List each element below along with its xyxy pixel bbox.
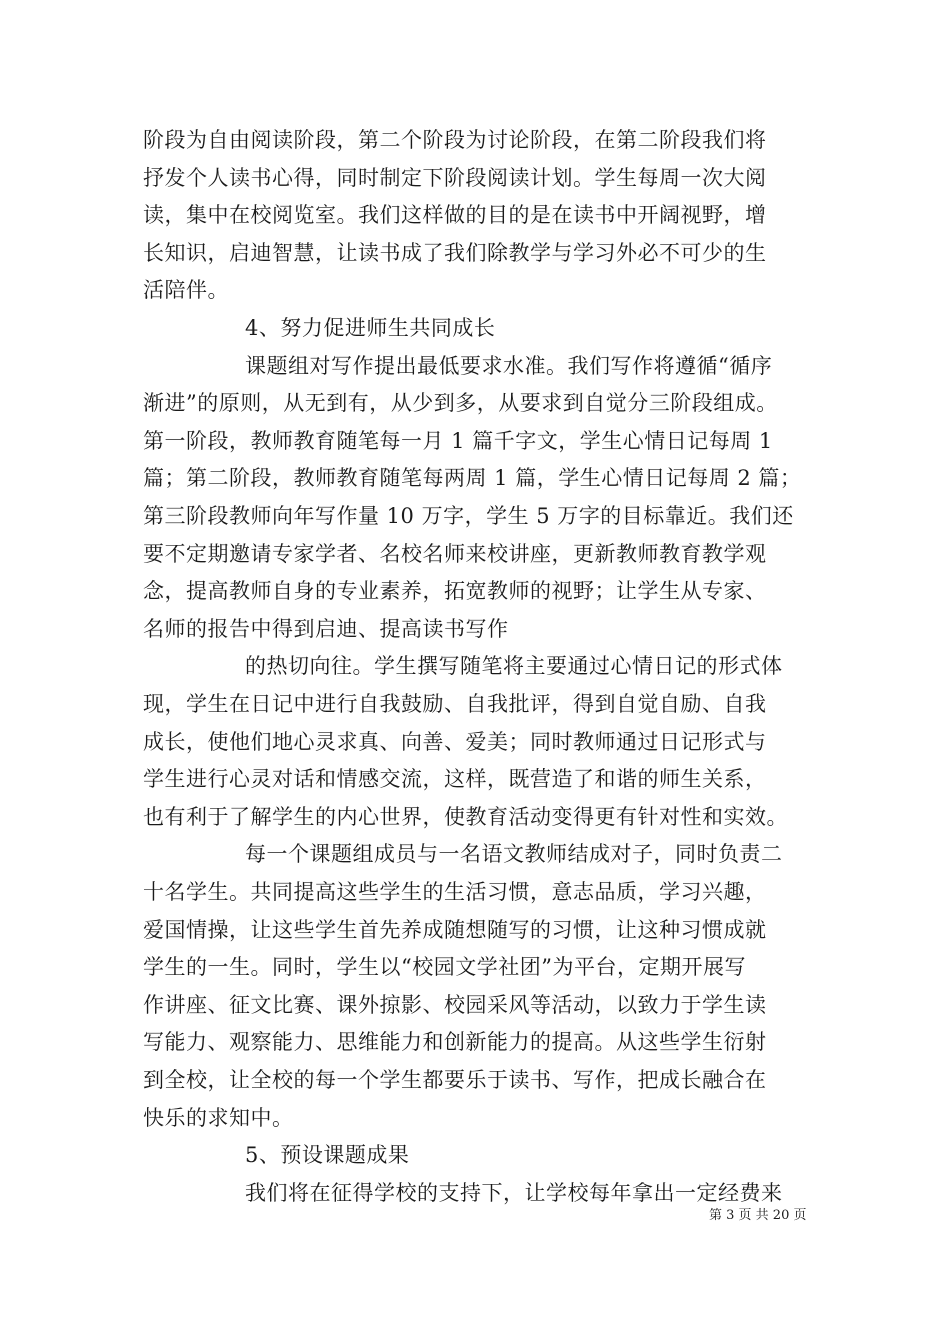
text-line: 成长，使他们地心灵求真、向善、爱美；同时教师通过日记形式与 bbox=[143, 729, 767, 754]
text-line: 第一阶段，教师教育随笔每一月 1 篇千字文，学生心情日记每周 1 bbox=[143, 428, 773, 453]
text-line: 作讲座、征文比赛、课外掠影、校园采风等活动，以致力于学生读 bbox=[143, 992, 767, 1017]
text-line: 名师的报告中得到启迪、提高读书写作 bbox=[143, 616, 509, 641]
text-line: 活陪伴。 bbox=[143, 278, 229, 303]
text-line: 要不定期邀请专家学者、名校名师来校讲座，更新教师教育教学观 bbox=[143, 541, 767, 566]
text-line: 第三阶段教师向年写作量 10 万字，学生 5 万字的目标靠近。我们还 bbox=[143, 504, 794, 528]
text-line: 写能力、观察能力、思维能力和创新能力的提高。从这些学生衍射 bbox=[143, 1030, 767, 1055]
text-line: 篇；第二阶段，教师教育随笔每两周 1 篇，学生心情日记每周 2 篇； bbox=[143, 466, 802, 491]
text-line: 读，集中在校阅览室。我们这样做的目的是在读书中开阔视野，增 bbox=[143, 203, 767, 228]
text-line: 念，提高教师自身的专业素养，拓宽教师的视野；让学生从专家、 bbox=[143, 579, 767, 604]
section-heading: 5、预设课题成果 bbox=[245, 1143, 410, 1168]
text-line: 学生的一生。同时，学生以“校园文学社团”为平台，定期开展写 bbox=[143, 955, 746, 980]
text-line: 十名学生。共同提高这些学生的生活习惯，意志品质，学习兴趣， bbox=[143, 880, 767, 904]
text-line: 学生进行心灵对话和情感交流，这样，既营造了和谐的师生关系， bbox=[143, 767, 767, 792]
text-line: 现，学生在日记中进行自我鼓励、自我批评，得到自觉自励、自我 bbox=[143, 692, 767, 716]
text-line: 我们将在征得学校的支持下，让学校每年拿出一定经费来 bbox=[245, 1180, 783, 1205]
text-line: 也有利于了解学生的内心世界，使教育活动变得更有针对性和实效。 bbox=[143, 804, 788, 829]
text-line: 长知识，启迪智慧，让读书成了我们除教学与学习外必不可少的生 bbox=[143, 240, 767, 265]
page-number-footer: 第 3 页 共 20 页 bbox=[709, 1208, 807, 1223]
text-line: 的热切向往。学生撰写随笔将主要通过心情日记的形式体 bbox=[245, 654, 783, 679]
text-line: 到全校，让全校的每一个学生都要乐于读书、写作，把成长融合在 bbox=[143, 1068, 767, 1092]
text-line: 课题组对写作提出最低要求水准。我们写作将遵循“循序 bbox=[245, 353, 773, 378]
text-line: 快乐的求知中。 bbox=[143, 1105, 294, 1130]
text-line: 阶段为自由阅读阶段，第二个阶段为讨论阶段，在第二阶段我们将 bbox=[143, 128, 767, 152]
text-line: 渐进”的原则，从无到有，从少到多，从要求到自觉分三阶段组成。 bbox=[143, 391, 778, 416]
text-line: 爱国情操，让这些学生首先养成随想随写的习惯，让这种习惯成就 bbox=[143, 917, 767, 942]
text-line: 每一个课题组成员与一名语文教师结成对子，同时负责二 bbox=[245, 842, 783, 867]
text-line: 抒发个人读书心得，同时制定下阶段阅读计划。学生每周一次大阅 bbox=[143, 165, 767, 190]
section-heading: 4、努力促进师生共同成长 bbox=[245, 316, 496, 340]
